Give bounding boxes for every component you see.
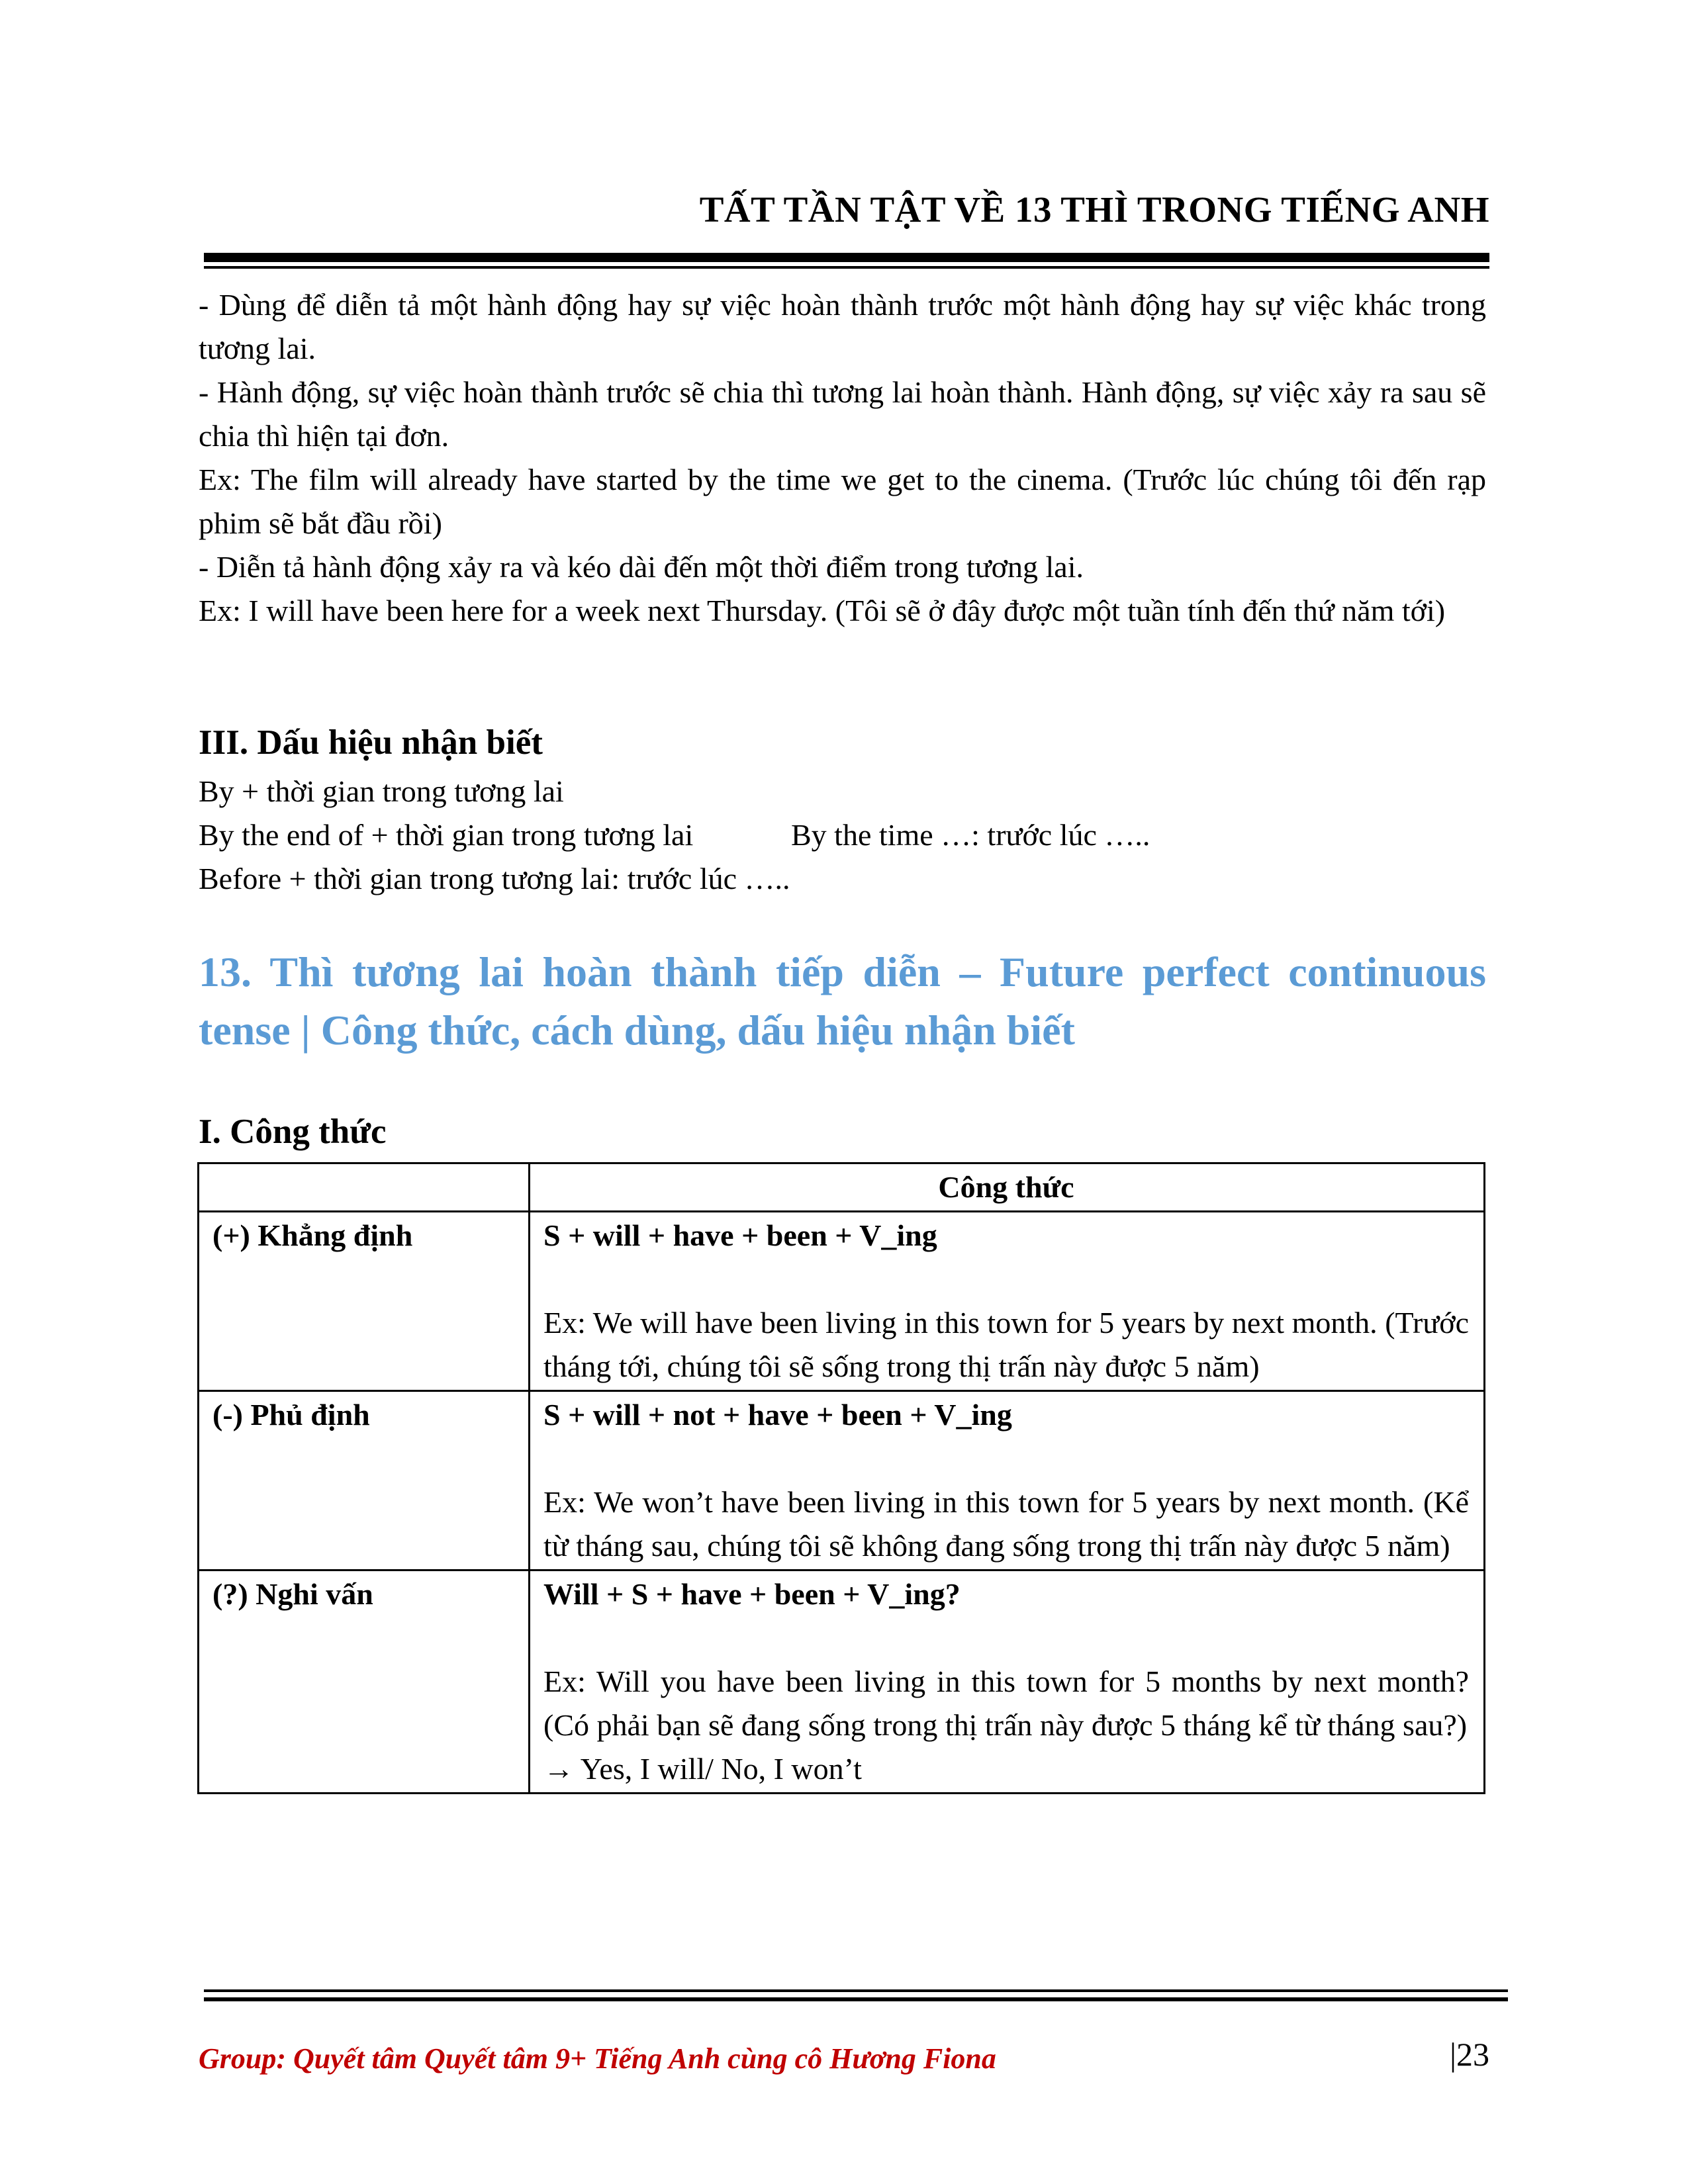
sign-item: By + thời gian trong tương lai bbox=[199, 774, 564, 808]
header-divider bbox=[204, 253, 1489, 262]
example-text: Ex: Will you have been living in this town for 5 months by next month? (Có phải bạn sẽ đang sống trong thị trấn này được 5 tháng kể từ tháng sau?) bbox=[543, 1664, 1469, 1742]
footer-group-text: Group: Quyết tâm Quyết tâm 9+ Tiếng Anh cùng cô Hương Fiona bbox=[199, 2042, 996, 2075]
formula-text: S + will + not + have + been + V_ing bbox=[543, 1398, 1012, 1432]
answer-text: → Yes, I will/ No, I won’t bbox=[543, 1752, 862, 1786]
sign-item: By the time …: trước lúc ….. bbox=[791, 818, 1150, 852]
usage-paragraph: - Hành động, sự việc hoàn thành trước sẽ chia thì tương lai hoàn thành. Hành động, sự việc xảy ra sau sẽ chia thì hiện tại đơn. bbox=[199, 375, 1486, 453]
usage-paragraph: - Dùng để diễn tả một hành động hay sự việc hoàn thành trước một hành động hay sự việc khác trong tương lai. bbox=[199, 288, 1486, 365]
row-label: (+) Khẳng định bbox=[199, 1212, 530, 1391]
table-row bbox=[199, 1570, 1485, 1794]
formula-heading: I. Công thức bbox=[199, 1113, 387, 1151]
usage-example: Ex: I will have been here for a week next Thursday. (Tôi sẽ ở đây được một tuần tính đến thứ năm tới) bbox=[199, 594, 1446, 627]
table-row bbox=[199, 1212, 1485, 1391]
formula-text: S + will + have + been + V_ing bbox=[543, 1218, 937, 1252]
section-title: 13. Thì tương lai hoàn thành tiếp diễn – Future perfect continuous tense | Công thức, cách dùng, dấu hiệu nhận biết bbox=[199, 948, 1486, 1054]
usage-example: Ex: The film will already have started by the time we get to the cinema. (Trước lúc chúng tôi đến rạp phim sẽ bắt đầu rồi) bbox=[199, 463, 1486, 540]
table-row bbox=[199, 1391, 1485, 1570]
sign-item: Before + thời gian trong tương lai: trước lúc ….. bbox=[199, 862, 790, 895]
sign-item: By the end of + thời gian trong tương lai bbox=[199, 818, 694, 852]
footer-divider-thin bbox=[204, 1989, 1508, 1992]
table-header-empty bbox=[199, 1163, 530, 1212]
footer-divider bbox=[204, 1997, 1508, 2001]
page-header-title: TẤT TẦN TẬT VỀ 13 THÌ TRONG TIẾNG ANH bbox=[699, 189, 1489, 230]
example-text: Ex: We won’t have been living in this town for 5 years by next month. (Kể từ tháng sau, chúng tôi sẽ không đang sống trong thị trấn này được 5 năm) bbox=[543, 1485, 1469, 1563]
formula-table bbox=[197, 1162, 1485, 1794]
row-content bbox=[530, 1391, 1485, 1570]
row-content bbox=[530, 1570, 1485, 1794]
signs-heading: III. Dấu hiệu nhận biết bbox=[199, 723, 543, 762]
row-label: (?) Nghi vấn bbox=[199, 1570, 530, 1794]
usage-paragraph: - Diễn tả hành động xảy ra và kéo dài đến một thời điểm trong tương lai. bbox=[199, 550, 1084, 584]
formula-text: Will + S + have + been + V_ing? bbox=[543, 1577, 961, 1611]
header-divider-thin bbox=[204, 266, 1489, 269]
table-header-cell: Công thức bbox=[530, 1163, 1485, 1212]
page-number: |23 bbox=[1449, 2036, 1489, 2073]
row-label: (-) Phủ định bbox=[199, 1391, 530, 1570]
signs-list bbox=[199, 770, 1486, 901]
usage-section bbox=[199, 283, 1486, 633]
example-text: Ex: We will have been living in this town for 5 years by next month. (Trước tháng tới, chúng tôi sẽ sống trong thị trấn này được 5 năm) bbox=[543, 1306, 1469, 1383]
row-content bbox=[530, 1212, 1485, 1391]
table-header-row bbox=[199, 1163, 1485, 1212]
